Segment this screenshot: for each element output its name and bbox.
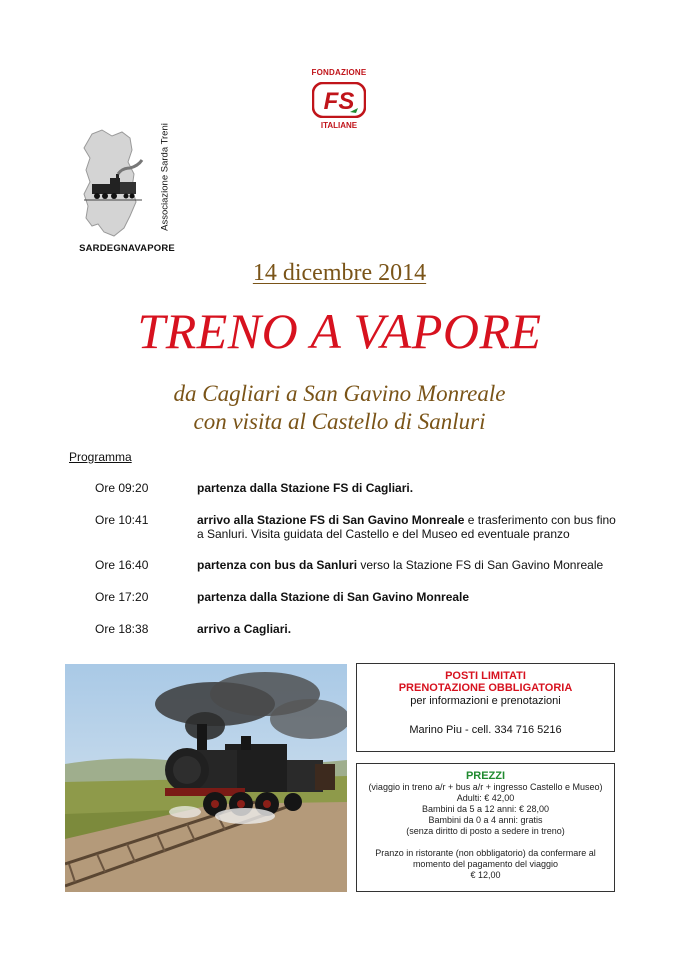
prezzi-note: (viaggio in treno a/r + bus a/r + ingresso Castello e Museo)	[368, 782, 603, 792]
pranzo-line-1: Pranzo in ristorante (non obbligatorio) da confermare al	[375, 848, 596, 858]
steam-train-photo	[65, 664, 347, 892]
pranzo-price: € 12,00	[470, 870, 501, 880]
pranzo-line-2: momento del pagamento del viaggio	[412, 859, 559, 869]
price-bambini-0-4: Bambini da 0 a 4 anni: gratis	[428, 815, 543, 825]
prezzi-title: PREZZI	[465, 770, 506, 782]
booking-info-box	[356, 663, 615, 752]
prices-box	[356, 763, 615, 892]
subtitle-route: da Cagliari a San Gavino Monreale	[173, 381, 506, 406]
contact-text: Marino Piu - cell. 334 716 5216	[409, 724, 562, 736]
schedule-time: Ore 16:40	[95, 558, 149, 572]
programma-label: Programma	[69, 450, 132, 464]
sardegnavapore-name: SARDEGNAVAPORE	[79, 243, 175, 254]
fs-logo-bottom-text: ITALIANE	[320, 121, 358, 130]
schedule-desc: arrivo a Cagliari.	[197, 622, 292, 636]
schedule-time: Ore 10:41	[95, 513, 149, 527]
schedule-time: Ore 17:20	[95, 590, 149, 604]
schedule-time: Ore 09:20	[95, 481, 149, 495]
price-bambini-5-12: Bambini da 5 a 12 anni: € 28,00	[421, 804, 550, 814]
fs-logo-icon	[312, 82, 366, 118]
subtitle-visit: con visita al Castello di Sanluri	[193, 409, 486, 434]
prenotazione-text: PRENOTAZIONE OBBLIGATORIA	[398, 682, 573, 694]
fs-logo-top-text: FONDAZIONE	[311, 68, 367, 77]
posti-limitati-text: POSTI LIMITATI	[445, 670, 526, 682]
bambini-note: (senza diritto di posto a sedere in treno)	[406, 826, 565, 836]
event-date: 14 dicembre 2014	[252, 260, 427, 286]
price-adulti: Adulti: € 42,00	[456, 793, 515, 803]
schedule-time: Ore 18:38	[95, 622, 149, 636]
fs-logo-mark: FS	[323, 88, 355, 115]
page-title: TRENO A VAPORE	[137, 303, 542, 359]
schedule-desc: partenza dalla Stazione di San Gavino Monreale	[197, 590, 470, 604]
schedule-desc: arrivo alla Stazione FS di San Gavino Monreale e trasferimento con bus fino a Sanluri. Visita guidata del Castello e del Museo ed eventuale pranzo	[197, 513, 616, 541]
schedule-desc: partenza con bus da Sanluri verso la Stazione FS di San Gavino Monreale	[197, 558, 604, 572]
association-vertical-text: Associazione Sarda Treni	[159, 123, 171, 231]
info-text: per informazioni e prenotazioni	[410, 695, 561, 707]
schedule-desc: partenza dalla Stazione FS di Cagliari.	[197, 481, 414, 495]
sardinia-map-train-icon	[70, 128, 160, 238]
